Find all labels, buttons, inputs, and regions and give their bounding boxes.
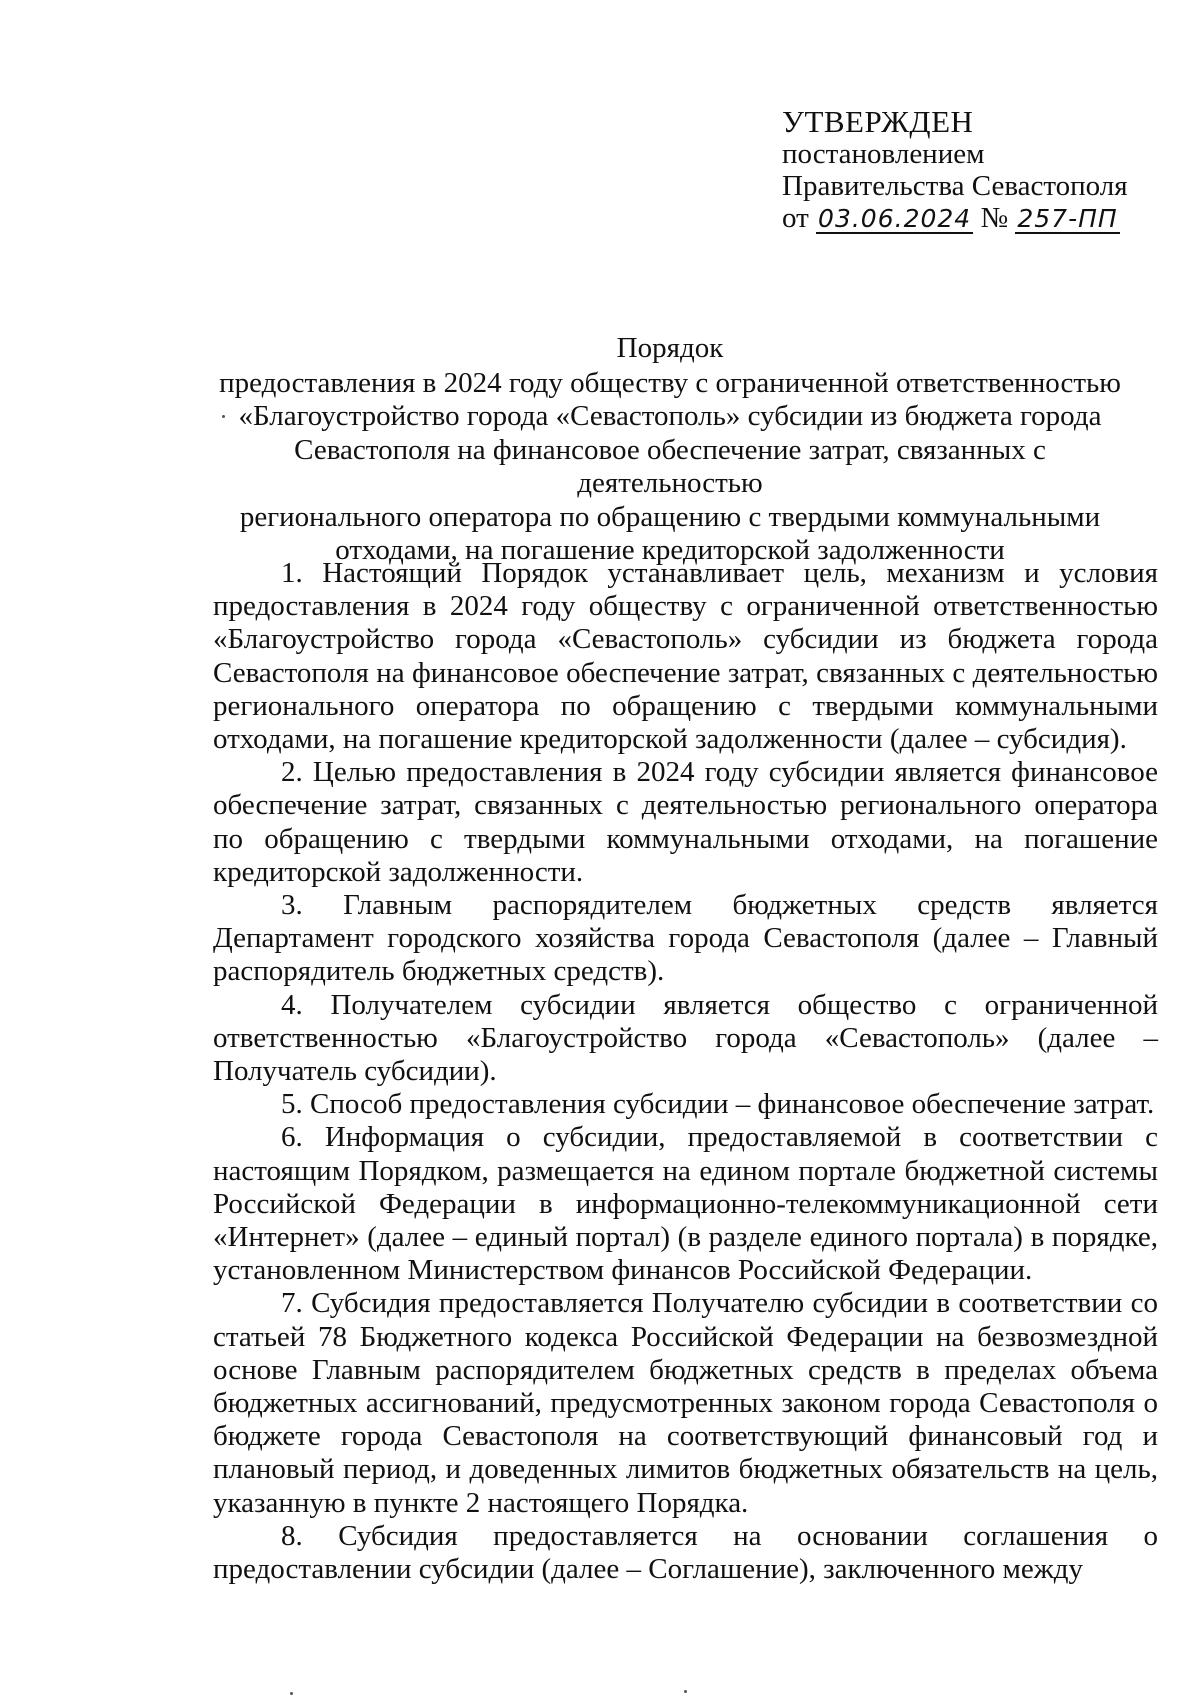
handwritten-number: 257-ПП xyxy=(1017,204,1118,233)
date-prefix: от xyxy=(782,202,809,234)
document-body xyxy=(213,557,1158,1586)
paragraph-4: 4. Получателем субсидии является общество с ограниченной ответственностью «Благоустройство города «Севастополь» (далее – Получатель субсидии). xyxy=(213,988,1158,1088)
paragraph-8: 8. Субсидия предоставляется на основании соглашения о предоставлении субсидии (далее – Соглашение), заключенного между xyxy=(213,1519,1158,1586)
scan-speck xyxy=(222,415,225,418)
title-line: отходами, на погашение кредиторской задолженности xyxy=(335,534,1005,566)
paragraph-1: 1. Настоящий Порядок устанавливает цель, механизм и условия предоставления в 2024 году обществу с ограниченной ответственностью «Благоустройство города «Севастополь» субсидии из бюджета города Севастополя на финансовое обеспечение затрат, связанных с деятельностью регионального оператора по обращению с твердыми коммунальными отходами, на погашение кредиторской задолженности (далее – субсидия). xyxy=(213,557,1158,756)
document-title xyxy=(200,332,1140,568)
title-line: предоставления в 2024 году обществу с ограниченной ответственностью xyxy=(219,366,1121,399)
scan-speck xyxy=(290,1692,293,1695)
title-line: Севастополя на финансовое обеспечение затрат, связанных с деятельностью xyxy=(294,433,1046,499)
approval-date-line xyxy=(782,202,1128,234)
scan-speck xyxy=(684,1690,687,1693)
paragraph-3: 3. Главным распорядителем бюджетных средств является Департамент городского хозяйства города Севастополя (далее – Главный распорядитель бюджетных средств). xyxy=(213,889,1158,988)
title-heading: Порядок xyxy=(616,332,724,364)
number-prefix: № xyxy=(980,202,1009,234)
paragraph-2: 2. Целью предоставления в 2024 году субсидии является финансовое обеспечение затрат, связанных с деятельностью регионального оператора по обращению с твердыми коммунальными отходами, на погашение кредиторской задолженности. xyxy=(213,756,1158,888)
approval-line-2: Правительства Севастополя xyxy=(782,170,1128,202)
title-line: «Благоустройство города «Севастополь» субсидии из бюджета города xyxy=(238,400,1102,432)
paragraph-7: 7. Субсидия предоставляется Получателю субсидии в соответствии со статьей 78 Бюджетного кодекса Российской Федерации на безвозмездной основе Главным распорядителем бюджетных средств в пределах объема бюджетных ассигнований, предусмотренных законом города Севастополя о бюджете города Севастополя на соответствующий финансовый год и плановый период, и доведенных лимитов бюджетных обязательств на цель, указанную в пункте 2 настоящего Порядка. xyxy=(213,1287,1158,1519)
handwritten-date: 03.06.2024 xyxy=(818,204,972,233)
approval-stamp xyxy=(782,106,1128,234)
title-line: регионального оператора по обращению с твердыми коммунальными xyxy=(239,500,1101,533)
paragraph-6: 6. Информация о субсидии, предоставляемой в соответствии с настоящим Порядком, размещается на едином портале бюджетной системы Российской Федерации в информационно-телекоммуникационной сети «Интернет» (далее – единый портал) (в разделе единого портала) в порядке, установленном Министерством финансов Российской Федерации. xyxy=(213,1121,1158,1287)
approval-line-1: постановлением xyxy=(782,138,985,170)
approval-title: УТВЕРЖДЕН xyxy=(782,104,974,139)
paragraph-5: 5. Способ предоставления субсидии – финансовое обеспечение затрат. xyxy=(281,1088,1155,1121)
